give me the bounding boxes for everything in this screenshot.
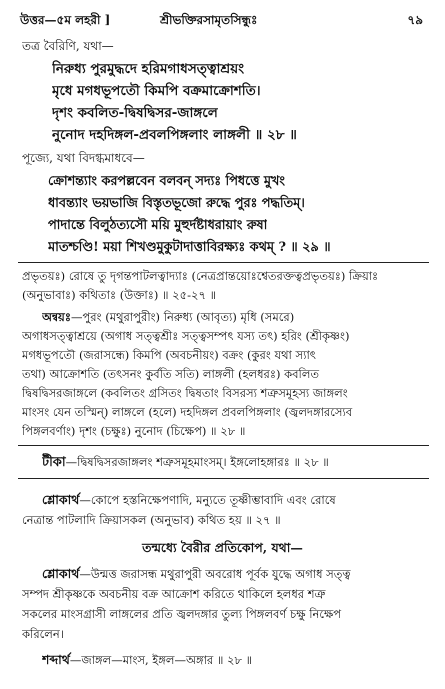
divider bbox=[18, 478, 429, 479]
shlokartha-label: শ্লোকার্থ bbox=[42, 492, 80, 507]
shlokartha-line: নেত্রান্ত পাটলাদি ক্রিয়াসকল (অনুভাব) কথিত হয় ॥ ২৭ ॥ bbox=[22, 513, 281, 527]
verse-line: নুনোদ দহদিঙ্গল-প্রবলপিঙ্গলাং লাঙ্গলী ॥ ২৮ ॥ bbox=[52, 127, 297, 143]
tika-line: টীকা—দ্বিষদ্বিসরজাঙ্গলং শত্রুসমূহমাংসম্। ইঙ্গলোহঙ্গারঃ ॥ ২৮ ॥ bbox=[42, 455, 329, 470]
prose-line: (অনুভাবাঃ) কথিতাঃ (উক্তাঃ) ॥ ২৫-২৭ ॥ bbox=[22, 288, 217, 302]
shlokartha-line: করিলেন। bbox=[22, 627, 64, 641]
verse-line: ক্রোশন্ত্যাং করপল্লবেন বলবন্ সদ্যঃ পিধত্তে মুখং bbox=[48, 174, 285, 189]
verse-line: দৃশং কবলিত-দ্বিষদ্বিসর-জাঙ্গলে bbox=[52, 105, 218, 121]
anvaya-line: পিঙ্গলবর্ণাং) দৃশং (চক্ষুঃ) নুনোদ (চিক্ষেপ) ॥ ২৮ ॥ bbox=[22, 424, 246, 438]
verse-line: মৃধে মগধভূপতৌ কিমপি বক্রমাক্রোশতি। bbox=[52, 83, 261, 99]
page-header bbox=[20, 10, 423, 30]
prose-line: প্রভৃতয়ঃ) রোষে তু দৃগন্তপাটলত্বাদ্যাঃ (নেত্রপ্রান্তয়োঃশ্বেতরক্তত্বপ্রভৃতয়ঃ) ক্রিয়াঃ bbox=[22, 269, 379, 283]
anvaya-line: তথা) আক্রোশতি (তৎসনং কুর্বতি সতি) লাঙ্গলী (হলধরঃ) কবলিত bbox=[22, 367, 320, 381]
shlokartha-line: সম্পদ শ্রীকৃষ্ণকে অবচনীয় বক্র আক্রোশ করিতে থাকিলে হলধর শত্রু bbox=[22, 587, 326, 601]
shabdartha-label: শব্দার্থ bbox=[42, 652, 70, 667]
anvaya-line: অগাধসত্ত্বাশ্রয়ে (অগাধ সত্ত্বশ্রীঃ সত্ত্বসম্পৎ যস্য তৎ) হরিং (শ্রীকৃষ্ণং) bbox=[22, 329, 350, 343]
page-number: ৭৯ bbox=[407, 13, 423, 27]
section-title: তন্মধ্যে বৈরীর প্রতিকোপ, যথা— bbox=[142, 540, 303, 555]
anvaya-line: অন্বয়ঃ—পুরং (মথুরাপুরীং) নিরুধ্য (আবৃত্য) মৃধি (সমরে) bbox=[42, 310, 295, 324]
book-title: শ্রীভক্তিরসামৃতসিন্ধুঃ bbox=[160, 13, 258, 27]
divider bbox=[18, 262, 429, 263]
verse-line: নিরুধ্য পুরমুদ্ধদে হরিমগাধসত্ত্বাশ্রয়ং bbox=[52, 61, 245, 77]
shabdartha-line: শব্দার্থ—জাঙ্গল—মাংস, ইঙ্গল—অঙ্গার ॥ ২৮ ॥ bbox=[42, 652, 253, 667]
shlokartha-line: সকলের মাংসগ্রাসী লাঙ্গলের প্রতি জ্বলদঙ্গার তুল্য পিঙ্গলবর্ণ চক্ষু নিক্ষেপ bbox=[22, 607, 342, 621]
verse-line: মাতশ্চণ্ডি! ময়া শিখণ্ডমুকুটাদাত্তাবিরক্ষ্যঃ কথম্ ? ॥ ২৯ ॥ bbox=[48, 240, 331, 255]
anvaya-line: দ্বিষদ্বিসরজাঙ্গলে (কবলিতং গ্রসিতং দ্বিষতাং বিসরস্য শত্রুসমূহস্য জাঙ্গলং bbox=[22, 386, 348, 400]
shlokartha-label: শ্লোকার্থ bbox=[42, 566, 80, 581]
divider bbox=[18, 445, 429, 446]
anvaya-label: অন্বয়ঃ bbox=[42, 310, 71, 324]
shlokartha-line: শ্লোকার্থ—কোপে হস্তনিক্ষেপণাদি, মন্যুতে তূষ্ণীম্ভাবাদি এবং রোষে bbox=[42, 492, 336, 507]
section-label: তত্র বৈরিণি, যথা— bbox=[22, 39, 114, 53]
shlokartha-line: শ্লোকার্থ—উন্মত্ত জরাসন্ধ মথুরাপুরী অবরোধ পূর্বক যুদ্ধে অগাধ সত্ত্ব bbox=[42, 566, 351, 581]
verse-line: ধাবন্ত্যাং ভয়ভাজি বিস্তৃতভূজো রুদ্ধে পুরঃ পদ্ধতিম্। bbox=[48, 196, 305, 211]
anvaya-line: মগধভূপতৌ (জরাসন্ধে) কিমপি (অবচনীয়ং) বক্রং (কুরং যথা স্যাৎ bbox=[22, 348, 316, 362]
section-label: পূজ্যে, যথা বিদগ্ধমাধবে— bbox=[22, 151, 145, 165]
tika-label: টীকা bbox=[42, 455, 66, 470]
verse-line: পাদান্তে বিলুঠত্যসৌ ময়ি মুহুর্দষ্টাধরায়াং রুষা bbox=[48, 218, 268, 233]
chapter-label: উত্তর—৫ম লহরী ] bbox=[20, 13, 111, 27]
anvaya-line: মাংসং যেন তস্মিন্) লাঙ্গলে (হলে) দহদিঙ্গল প্রবলপিঙ্গলাং (জ্বলদঙ্গারস্যেব bbox=[22, 405, 353, 419]
